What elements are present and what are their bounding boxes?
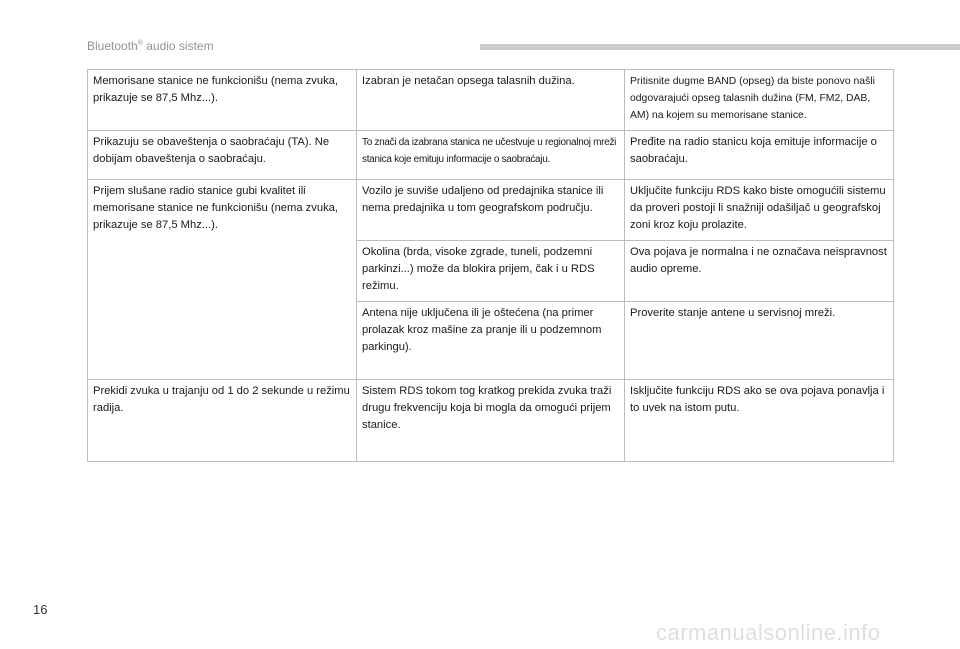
problem-cell: Prijem slušane radio stanice gubi kvalitet ili memorisane stanice ne funkcionišu (nema zvuka, prikazuje se 87,5 Mhz...). xyxy=(88,180,357,380)
solution-cell: Proverite stanje antene u servisnoj mreži. xyxy=(625,302,894,380)
cause-cell: Vozilo je suviše udaljeno od predajnika stanice ili nema predajnika u tom geografskom području. xyxy=(357,180,625,241)
problem-cell: Memorisane stanice ne funkcionišu (nema zvuka, prikazuje se 87,5 Mhz...). xyxy=(88,70,357,131)
solution-cell: Pritisnite dugme BAND (opseg) da biste ponovo našli odgovarajući opseg talasnih dužina (FM, FM2, DAB, AM) na kojem su memorisane stanice. xyxy=(625,70,894,131)
table-row xyxy=(88,70,894,131)
cause-cell: Sistem RDS tokom tog kratkog prekida zvuka traži drugu frekvenciju koja bi mogla da omogući prijem stanice. xyxy=(357,380,625,462)
solution-cell: Pređite na radio stanicu koja emituje informacije o saobraćaju. xyxy=(625,131,894,180)
cause-cell: Antena nije uključena ili je oštećena (na primer prolazak kroz mašine za pranje ili u podzemnom parkingu). xyxy=(357,302,625,380)
section-title-text: Bluetooth xyxy=(87,39,138,53)
problem-cell: Prekidi zvuka u trajanju od 1 do 2 sekunde u režimu radija. xyxy=(88,380,357,462)
solution-cell: Ova pojava je normalna i ne označava neispravnost audio opreme. xyxy=(625,241,894,302)
table-row xyxy=(88,131,894,180)
cause-cell: Okolina (brda, visoke zgrade, tuneli, podzemni parkinzi...) može da blokira prijem, čak i u RDS režimu. xyxy=(357,241,625,302)
cause-cell: Izabran je netačan opsega talasnih dužina. xyxy=(357,70,625,131)
watermark: carmanualsonline.info xyxy=(656,620,881,645)
table-row xyxy=(88,380,894,462)
problem-cell: Prikazuju se obaveštenja o saobraćaju (TA). Ne dobijam obaveštenja o saobraćaju. xyxy=(88,131,357,180)
page-number: 16 xyxy=(33,602,48,617)
registered-mark: ® xyxy=(137,40,143,47)
header-bar xyxy=(480,44,960,50)
cause-cell: To znači da izabrana stanica ne učestvuje u regionalnoj mreži stanica koje emituju informacije o saobraćaju. xyxy=(357,131,625,180)
section-title-rest: audio sistem xyxy=(142,39,214,53)
section-title xyxy=(87,39,214,53)
solution-cell: Isključite funkciju RDS ako se ova pojava ponavlja i to uvek na istom putu. xyxy=(625,380,894,462)
solution-cell: Uključite funkciju RDS kako biste omogućili sistemu da proveri postoji li snažniji odašiljač u geografskoj zoni kroz koju prolazite. xyxy=(625,180,894,241)
table-row xyxy=(88,180,894,241)
troubleshooting-table xyxy=(87,69,894,462)
